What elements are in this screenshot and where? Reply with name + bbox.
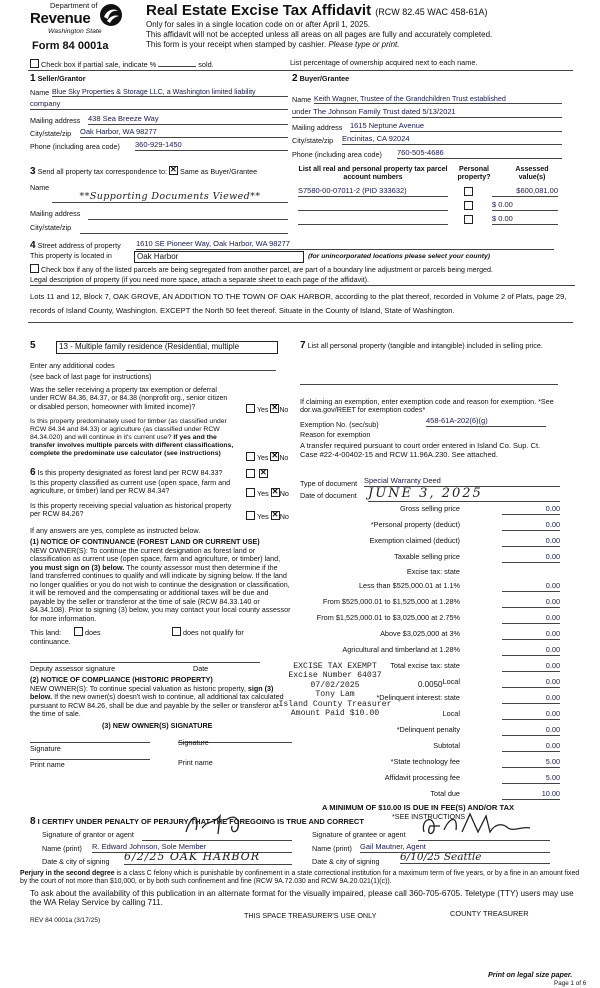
tax-label: *Delinquent interest: state bbox=[376, 693, 460, 702]
tax-label: From $1,525,000.01 to $3,025,000 at 2.75% bbox=[316, 613, 460, 622]
perjury-text: is a class C felony which is punishable by confinement in a state correctional institution for a maximum term of five years, or by a fine in an amount fixed by the court of not more than $10,000, or by both such confinement and fine (RCW 9A.72.030 and RCW 9A.20.021(1)(c)). bbox=[20, 870, 580, 886]
located-note: (for unincorporated locations please select your county) bbox=[308, 253, 491, 260]
tax-value[interactable]: 0.00 bbox=[502, 537, 560, 547]
section-8 bbox=[30, 816, 575, 876]
stamp-line: Tony Lam bbox=[315, 690, 355, 700]
stamp-line: Amount Paid $10.00 bbox=[290, 709, 380, 719]
grantee-name-label: Name (print) bbox=[312, 844, 352, 853]
personal-property-label bbox=[300, 340, 558, 352]
buyer-heading bbox=[292, 73, 562, 85]
partial-sale-row bbox=[30, 59, 570, 70]
legal-label: Legal description of property (if you need more space, attach a separate sheet to each page of the affidavit). bbox=[30, 276, 370, 284]
seller-mailing-field[interactable]: 438 Sea Breeze Way bbox=[88, 115, 288, 125]
doc-date-label: Date of document bbox=[300, 491, 357, 500]
buyer-phone-label: Phone (including area code) bbox=[292, 150, 382, 159]
stamp-line: EXCISE TAX EXEMPT bbox=[293, 662, 377, 671]
owner-signature-label: Signature bbox=[30, 744, 61, 753]
legal-description-field[interactable]: Lots 11 and 12, Block 7, OAK GROVE, AN ADDITION TO THE TOWN OF OAK HARBOR, according to the plat thereof, recorded in Volume 2 of Plats, page 29, records of Island County, Washington. EXCEPT the North 50 feet thereof. Situate in the County of Island, State of Washington. bbox=[30, 292, 567, 316]
seller-city-label: City/state/zip bbox=[30, 129, 72, 138]
no-label: No bbox=[279, 512, 289, 521]
perjury-notice bbox=[20, 870, 580, 887]
timber-yes-checkbox[interactable] bbox=[246, 452, 255, 461]
dor-logo bbox=[28, 2, 122, 42]
corr-city-field[interactable] bbox=[80, 224, 288, 234]
does-label: does bbox=[85, 628, 101, 637]
corr-mailing-field[interactable] bbox=[88, 210, 288, 220]
street-field[interactable]: 1610 SE Pioneer Way, Oak Harbor, WA 98277 bbox=[136, 240, 554, 250]
segregated-label: Check box if any of the listed parcels are being segregated from another parcel, are part of a boundary line adjustment or parcels being merged. bbox=[41, 266, 493, 274]
correspondence-label: Send all property tax correspondence to: bbox=[37, 167, 168, 176]
no-label: No bbox=[279, 407, 289, 414]
tax-value[interactable]: 0.00 bbox=[502, 598, 560, 608]
this-land-label: This land: bbox=[30, 628, 62, 637]
statute-text: (RCW 82.45 WAC 458-61A) bbox=[375, 7, 488, 17]
tax-row bbox=[300, 726, 560, 738]
tax-label: From $525,000.01 to $1,525,000 at 1.28% bbox=[322, 597, 460, 606]
timber-q-b: If yes and the transfer involves multiple parcels with different classifications, complete the predominate use calculator (see instructions) bbox=[30, 434, 234, 458]
notice2-heading: (2) NOTICE OF COMPLIANCE (HISTORIC PROPERTY) bbox=[30, 675, 213, 684]
correspondence-number: 3 bbox=[30, 166, 36, 177]
timber-no-checkbox[interactable] bbox=[270, 452, 279, 461]
personal-checkbox-3[interactable] bbox=[464, 215, 473, 224]
tax-label: *Personal property (deduct) bbox=[370, 520, 460, 529]
does-checkbox[interactable] bbox=[74, 627, 83, 636]
historical-question: Is this property receiving special valuation as historical property per RCW 84.26? bbox=[30, 501, 232, 519]
tax-row bbox=[300, 568, 560, 580]
historical-yes-checkbox[interactable] bbox=[246, 511, 255, 520]
header-note-3 bbox=[146, 40, 399, 49]
tax-label: Less than $525,000.01 at 1.1% bbox=[358, 581, 460, 590]
yes-label: Yes bbox=[257, 455, 269, 462]
exemption-yes-checkbox[interactable] bbox=[246, 404, 255, 413]
tax-value[interactable]: 0.00 bbox=[502, 630, 560, 640]
grantor-sig-label: Signature of grantor or agent bbox=[42, 830, 134, 839]
partial-sale-sold: sold. bbox=[198, 60, 214, 69]
seller-phone-field[interactable]: 360-929-1450 bbox=[135, 141, 288, 151]
doc-type-label: Type of document bbox=[300, 479, 358, 488]
timber-yes-no bbox=[246, 452, 288, 463]
notice1-body bbox=[30, 547, 292, 623]
reason-label: Reason for exemption bbox=[300, 430, 371, 439]
use-code-select[interactable]: 13 - Multiple family residence (Residential, multiple bbox=[56, 341, 278, 354]
timber-question bbox=[30, 418, 242, 458]
tax-label: Local bbox=[442, 677, 460, 686]
located-select[interactable]: Oak Harbor bbox=[134, 251, 304, 263]
grantor-signature-mark bbox=[142, 810, 292, 836]
does-not-checkbox[interactable] bbox=[172, 627, 181, 636]
tax-value[interactable]: 0.00 bbox=[502, 553, 560, 563]
grantee-sig-label: Signature of grantee or agent bbox=[312, 830, 406, 839]
section7-number: 7 bbox=[300, 340, 306, 351]
logo-swoosh-icon bbox=[99, 3, 123, 27]
current-use-question: Is this property classified as current use (open space, farm and agriculture, or timber) land per RCW 84.34? bbox=[30, 478, 231, 496]
stamp-line: Excise Number 64037 bbox=[288, 671, 382, 681]
section5-number: 5 bbox=[30, 340, 36, 351]
parcel-row-2[interactable] bbox=[298, 201, 448, 211]
yes-label: Yes bbox=[257, 407, 269, 414]
title-text: Real Estate Excise Tax Affidavit bbox=[146, 2, 372, 19]
yes-label: Yes bbox=[257, 489, 269, 498]
exemption-yes-no bbox=[246, 404, 288, 415]
tax-value[interactable]: 10.00 bbox=[502, 790, 560, 800]
buyer-mailing-label: Mailing address bbox=[292, 123, 343, 132]
reason-field[interactable]: A transfer required pursuant to court order entered in Island Co. Sup. Ct. Case #22-4-00402-15 and RCW 11.96A.230. See attached. bbox=[300, 441, 541, 459]
tax-row bbox=[300, 598, 560, 610]
forest-yes-checkbox[interactable] bbox=[246, 469, 255, 478]
local-rate: 0.0050 bbox=[418, 680, 443, 689]
buyer-section-number: 2 bbox=[292, 73, 298, 84]
tax-label: Agricultural and timberland at 1.28% bbox=[342, 645, 460, 654]
owner-print-label: Print name bbox=[30, 760, 65, 769]
tax-label: Exemption claimed (deduct) bbox=[369, 536, 460, 545]
notice2-body bbox=[30, 685, 290, 719]
parcel-table bbox=[296, 165, 562, 229]
seller-section-number: 1 bbox=[30, 73, 36, 84]
buyer-mailing-field[interactable]: 1615 Neptune Avenue bbox=[350, 122, 562, 132]
seller-section bbox=[30, 73, 288, 157]
correspondence-heading bbox=[30, 166, 288, 178]
partial-sale-percent-field[interactable] bbox=[158, 59, 196, 67]
corr-mailing-label: Mailing address bbox=[30, 209, 81, 218]
buyer-city-field[interactable]: Encinitas, CA 92024 bbox=[342, 135, 562, 145]
timber-q-a: Is this property predominately used for timber (as classified under RCW 84.34 and 84.33) or agriculture (as classified under RCW 84.34.020) and will continue in it's current use? bbox=[30, 418, 227, 442]
form-title bbox=[146, 2, 487, 20]
tax-value[interactable]: 0.00 bbox=[502, 726, 560, 736]
doc-date-field[interactable]: JUNE 3, 2025 bbox=[368, 486, 560, 502]
section6-number: 6 bbox=[30, 467, 36, 478]
buyer-heading-text: Buyer/Grantee bbox=[299, 74, 350, 83]
tax-label: Excise tax: state bbox=[406, 567, 460, 576]
exemption-no-label: Exemption No. (sec/sub) bbox=[300, 420, 379, 429]
street-label: Street address of property bbox=[37, 241, 121, 250]
tax-row bbox=[300, 758, 560, 770]
forest-q: Is this property designated as forest land per RCW 84.33? bbox=[37, 468, 223, 477]
segregated-row bbox=[30, 264, 493, 274]
logo-text-state: Washington State bbox=[48, 28, 102, 35]
accessibility-notice: To ask about the availability of this publication in an alternate format for the visually impaired, please call 360-705-6705. Teletype (TTY) users may use the WA Relay Service by calling 711. bbox=[30, 889, 574, 908]
note3-text: This form is your receipt when stamped by cashier. bbox=[146, 40, 327, 49]
grantee-signature[interactable] bbox=[418, 826, 550, 841]
tax-row bbox=[300, 774, 560, 786]
assessed-row-1[interactable]: $600,081.00 bbox=[492, 187, 558, 197]
perjury-bold: Perjury in the second degree bbox=[20, 870, 115, 877]
personal-checkbox-2[interactable] bbox=[464, 201, 473, 210]
codes-note: (see back of last page for instructions) bbox=[30, 372, 152, 381]
deputy-sig-label: Deputy assessor signature bbox=[30, 664, 116, 673]
stamp-line: Island County Treasurer bbox=[278, 699, 392, 709]
tax-label: *State technology fee bbox=[390, 757, 460, 766]
header-note-1: Only for sales in a single location code on or after April 1, 2025. bbox=[146, 20, 371, 29]
grantee-name-field[interactable]: Gail Mautner, Agent bbox=[360, 843, 550, 853]
notice3-heading: (3) NEW OWNER(S) SIGNATURE bbox=[102, 721, 213, 730]
located-label: This property is located in bbox=[30, 251, 112, 260]
codes-label: Enter any additional codes bbox=[30, 361, 115, 370]
logo-text-department: Department of bbox=[50, 1, 98, 10]
tax-value[interactable]: 5.00 bbox=[502, 758, 560, 768]
see-instructions: *SEE INSTRUCTIONS bbox=[392, 812, 466, 821]
tax-value[interactable]: 0.00 bbox=[502, 505, 560, 515]
form-number: Form 84 0001a bbox=[32, 40, 109, 52]
header bbox=[28, 2, 588, 54]
tax-value[interactable]: 0.00 bbox=[502, 582, 560, 592]
buyer-section bbox=[292, 73, 562, 163]
personal-col-header: Personal property? bbox=[457, 165, 491, 182]
does-option bbox=[74, 627, 101, 637]
partial-sale-checkbox[interactable] bbox=[30, 59, 39, 68]
grantor-date-label: Date & city of signing bbox=[42, 857, 110, 866]
tax-label: Affidavit processing fee bbox=[384, 773, 460, 782]
doc-type-field[interactable]: Special Warranty Deed bbox=[364, 477, 560, 487]
grantor-signature[interactable] bbox=[142, 826, 292, 841]
section-5 bbox=[30, 340, 289, 462]
buyer-city-label: City/state/zip bbox=[292, 136, 334, 145]
tax-row bbox=[300, 614, 560, 626]
historical-yes-no bbox=[246, 511, 289, 521]
yes-label: Yes bbox=[257, 512, 269, 521]
header-note-2: This affidavit will not be accepted unless all areas on all pages are fully and accurately completed. bbox=[146, 30, 493, 39]
exemption-no-checkbox[interactable] bbox=[270, 404, 279, 413]
section-7 bbox=[300, 340, 560, 475]
exemption-question: Was the seller receiving a property tax exemption or deferral under RCW 84.36, 84.37, or 84.38 (nonprofit org., senior citizen or disabled person, homeowner with limited income)? bbox=[30, 387, 228, 411]
personal-checkbox-1[interactable] bbox=[464, 187, 473, 196]
grantee-signature-mark bbox=[418, 812, 550, 838]
corr-name-label: Name bbox=[30, 183, 50, 192]
notice2-c: If the new owner(s) doesn't wish to continue, all additional tax calculated pursuant to RCW 84.26, shall be due and payable by the seller or transferor at the time of sale. bbox=[30, 692, 284, 719]
tax-row bbox=[300, 646, 560, 658]
codes-field[interactable] bbox=[126, 362, 276, 371]
seller-name-field-2[interactable]: company bbox=[30, 100, 288, 110]
notice1-c: The county assessor must then determine if the land transferred continues to qualify and will indicate by signing below. If the land no longer qualifies or you do not wish to continue the designation or classification, it will be removed and the compensating or additional taxes will be due and payable by the seller or transferor at the time of sale (RCW 84.33.140 or 84.34.108). Prior to signing (3) below, you may contact your local county assessor for more information. bbox=[30, 562, 291, 623]
tax-label: Taxable selling price bbox=[394, 552, 460, 561]
seller-heading-text: Seller/Grantor bbox=[37, 74, 86, 83]
assessed-row-2[interactable]: $ 0.00 bbox=[492, 201, 558, 211]
tax-row bbox=[300, 553, 560, 565]
tax-value[interactable]: 0.00 bbox=[502, 662, 560, 672]
tax-row bbox=[300, 521, 560, 533]
property-number: 4 bbox=[30, 240, 36, 251]
logo-text-revenue: Revenue bbox=[30, 10, 91, 27]
no-label: No bbox=[279, 489, 289, 498]
grantor-name-field[interactable]: R. Edward Johnson, Sole Member bbox=[92, 843, 292, 853]
does-not-label: does not qualify for bbox=[183, 628, 244, 637]
seller-city-field[interactable]: Oak Harbor, WA 98277 bbox=[80, 128, 288, 138]
tax-value[interactable]: 0.00 bbox=[502, 646, 560, 656]
forest-yes-no bbox=[246, 469, 268, 479]
seller-heading bbox=[30, 73, 288, 85]
tax-value[interactable]: 0.00 bbox=[502, 521, 560, 531]
excise-stamp bbox=[272, 662, 398, 719]
tax-value[interactable]: 0.00 bbox=[502, 694, 560, 704]
owner-print2-label: Print name bbox=[178, 758, 213, 767]
parcel-row-3[interactable] bbox=[298, 215, 448, 225]
tax-value[interactable]: 0.00 bbox=[502, 742, 560, 752]
tax-value[interactable]: 0.00 bbox=[502, 710, 560, 720]
corr-name-field[interactable]: **Supporting Documents Viewed** bbox=[52, 191, 288, 203]
tax-label: Gross selling price bbox=[399, 504, 460, 513]
buyer-name-field[interactable]: Keith Wagner, Trustee of the Grandchildren Trust established bbox=[314, 95, 562, 104]
county-treasurer: COUNTY TREASURER bbox=[450, 909, 529, 918]
notice1-b: you must sign on (3) below. bbox=[30, 562, 125, 572]
same-as-buyer-checkbox[interactable] bbox=[169, 166, 178, 175]
grantor-name-label: Name (print) bbox=[42, 844, 82, 853]
stamp-line: 07/02/2025 bbox=[310, 680, 360, 690]
tax-label: Total due bbox=[430, 789, 460, 798]
current-use-yes-no bbox=[246, 488, 289, 498]
grantee-date-field[interactable]: 6/10/25 Seattle bbox=[400, 851, 550, 864]
continuance-label: continuance. bbox=[30, 637, 71, 646]
seller-name-label: Name bbox=[30, 88, 50, 97]
tax-label: Local bbox=[442, 709, 460, 718]
tax-row bbox=[300, 742, 560, 754]
seller-phone-label: Phone (including area code) bbox=[30, 142, 120, 151]
treasurer-only: THIS SPACE TREASURER'S USE ONLY bbox=[244, 911, 377, 920]
certify-heading-text: I CERTIFY UNDER PENALTY OF PERJURY THAT THE FOREGOING IS TRUE AND CORRECT bbox=[37, 817, 364, 826]
section-6 bbox=[30, 467, 292, 787]
buyer-name-label: Name bbox=[292, 95, 312, 104]
correspondence-section bbox=[30, 166, 288, 236]
partial-sale-label: Check box if partial sale, indicate % bbox=[41, 60, 157, 69]
segregated-checkbox[interactable] bbox=[30, 264, 39, 273]
parcel-col-header: List all real and personal property tax parcel account numbers bbox=[298, 165, 448, 182]
owner-signature2-label: Signature bbox=[178, 738, 209, 747]
tax-label: Total excise tax: state bbox=[390, 661, 460, 670]
assessed-row-3[interactable]: $ 0.00 bbox=[492, 215, 558, 225]
tax-row bbox=[300, 790, 560, 802]
answers-instruction: If any answers are yes, complete as instructed below. bbox=[30, 526, 201, 535]
forest-no-checkbox[interactable] bbox=[259, 469, 268, 478]
tax-row bbox=[300, 537, 560, 549]
same-as-buyer-label: Same as Buyer/Grantee bbox=[180, 167, 258, 176]
property-section bbox=[30, 240, 575, 320]
deputy-date-label: Date bbox=[193, 664, 209, 673]
tax-value[interactable]: 0.00 bbox=[502, 678, 560, 688]
current-use-no-checkbox[interactable] bbox=[271, 488, 280, 497]
corr-city-label: City/state/zip bbox=[30, 223, 72, 232]
parcel-row-1[interactable]: S7580-00-07011-2 (PID 333632) bbox=[298, 187, 448, 197]
grantor-date-field[interactable]: 6/2/25 OAK HARBOR bbox=[124, 851, 292, 865]
assessed-col-header: Assessed value(s) bbox=[515, 165, 549, 182]
seller-name-field[interactable]: Blue Sky Properties & Storage LLC, a Washington limited liability bbox=[52, 88, 288, 97]
tax-value[interactable]: 5.00 bbox=[502, 774, 560, 784]
current-use-yes-checkbox[interactable] bbox=[246, 488, 255, 497]
legal-paper-note: Print on legal size paper. bbox=[488, 970, 573, 979]
tax-value[interactable]: 0.00 bbox=[502, 614, 560, 624]
form-revision: REV 84 0001a (3/17/25) bbox=[30, 917, 101, 924]
section7-label: List all personal property (tangible and intangible) included in selling price. bbox=[307, 341, 543, 350]
tax-label: Above $3,025,000 at 3% bbox=[380, 629, 460, 638]
seller-mailing-label: Mailing address bbox=[30, 116, 81, 125]
no-label: No bbox=[279, 455, 289, 462]
notice2-a: NEW OWNER(S): To continue special valuation as historic property, bbox=[30, 684, 246, 693]
ownership-label: List percentage of ownership acquired next to each name. bbox=[290, 58, 478, 67]
buyer-phone-field[interactable]: 760-505-4686 bbox=[397, 149, 562, 159]
tax-label: *Delinquent penalty bbox=[396, 725, 460, 734]
does-not-option bbox=[172, 627, 244, 637]
buyer-name-field-2[interactable]: under The Johnson Family Trust dated 5/13/2021 bbox=[292, 108, 562, 118]
tax-label: Subtotal bbox=[433, 741, 460, 750]
minimum-note: A MINIMUM OF $10.00 IS DUE IN FEE(S) AND/OR TAX bbox=[322, 803, 515, 812]
historical-no-checkbox[interactable] bbox=[271, 511, 280, 520]
grantee-date-label: Date & city of signing bbox=[312, 857, 380, 866]
exemption-no-field[interactable]: 458-61A-202(6)(g) bbox=[426, 417, 546, 427]
certify-number: 8 bbox=[30, 816, 36, 827]
tax-row bbox=[300, 582, 560, 594]
page-number: Page 1 of 6 bbox=[554, 980, 587, 987]
notice1-heading: (1) NOTICE OF CONTINUANCE (FOREST LAND OR CURRENT USE) bbox=[30, 537, 260, 546]
notice1-a: NEW OWNER(S): To continue the current designation as forest land or classification as current use (open space, farm and agriculture, or timber) land, bbox=[30, 546, 281, 564]
note3-italic: Please type or print. bbox=[328, 40, 400, 49]
tax-row bbox=[300, 505, 560, 517]
exemption-claim-label: If claiming an exemption, enter exemption code and reason for exemption. *See dor.wa.gov/REET for exemption codes* bbox=[300, 397, 554, 415]
notice2-b: sign (3) below. bbox=[30, 684, 274, 702]
tax-row bbox=[300, 630, 560, 642]
